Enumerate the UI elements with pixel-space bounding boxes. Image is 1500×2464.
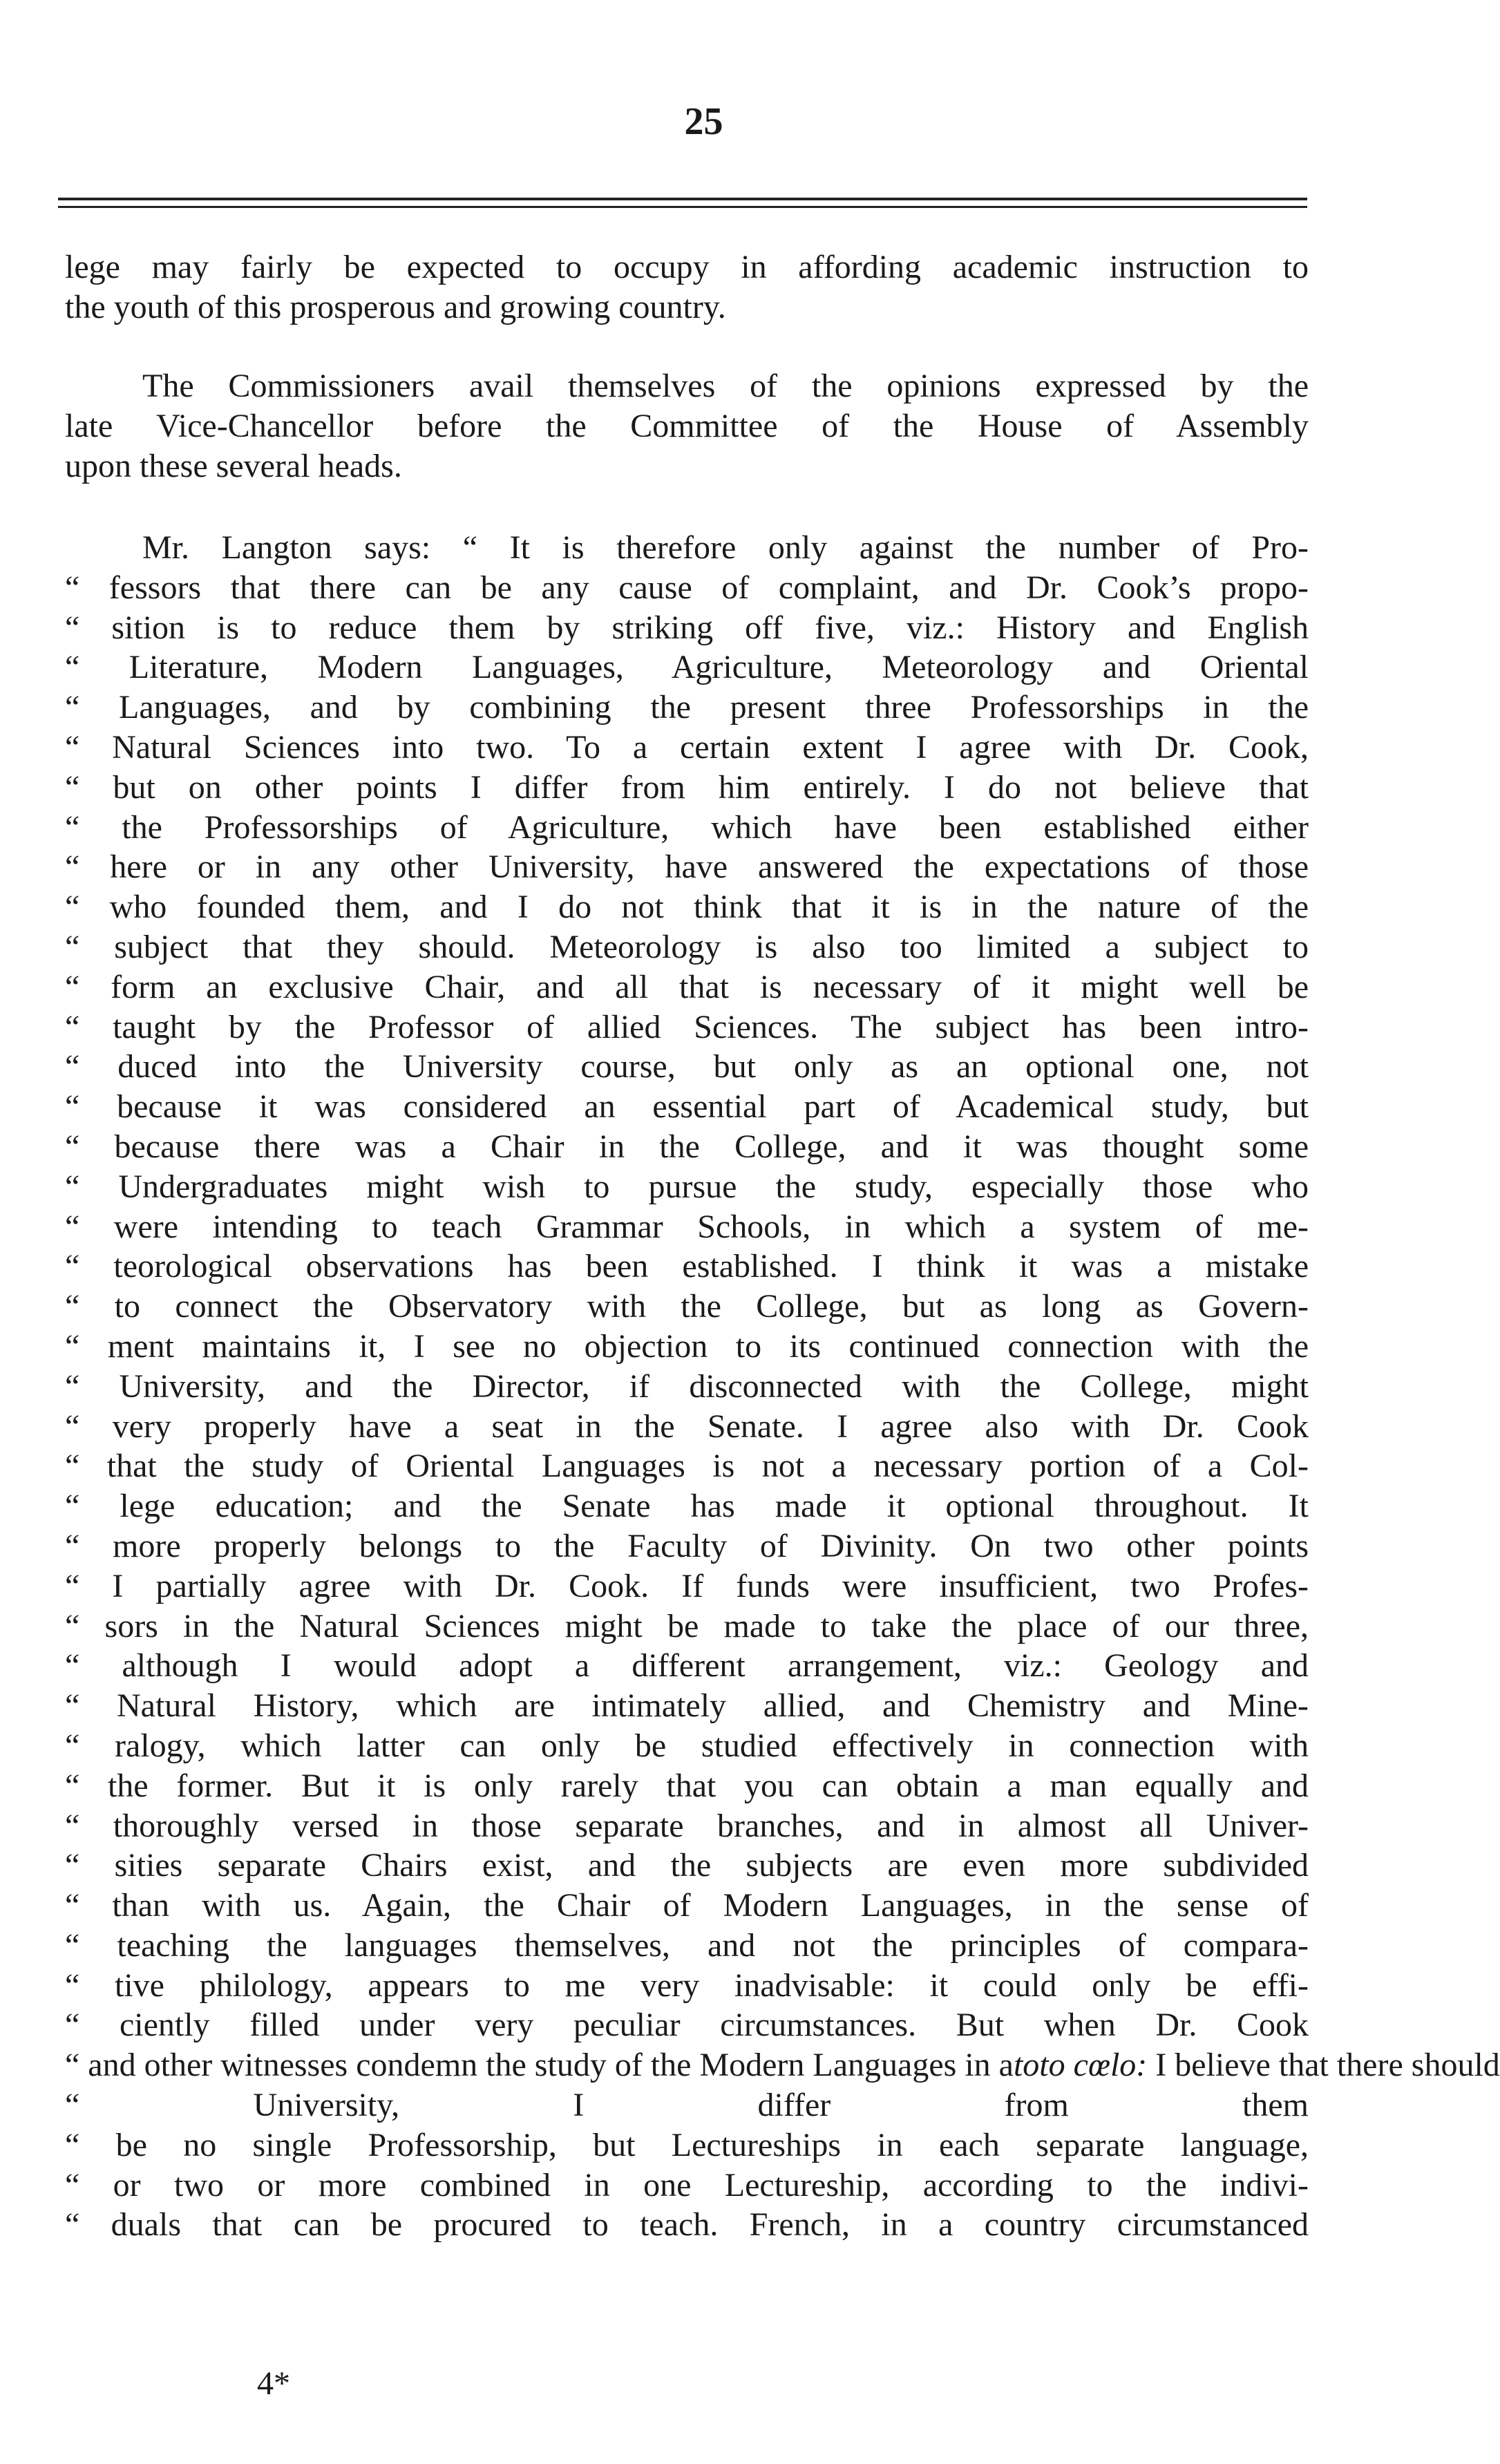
text-line: “ Natural History, which are intimately allied, and Chemistry and Mine-: [65, 1687, 1309, 1725]
text-line: “ University, and the Director, if disconnected with the College, might: [65, 1367, 1309, 1405]
paragraph-continuation: [65, 247, 1309, 328]
text-segment: I believe that there should: [1147, 2047, 1500, 2084]
text-line: “ who founded them, and I do not think that it is in the nature of the: [65, 889, 1309, 926]
text-line: “ sition is to reduce them by striking off five, viz.: History and English: [65, 609, 1309, 646]
text-line: “ Languages, and by combining the present three Professorships in the: [65, 689, 1309, 726]
text-line: “ ciently filled under very peculiar circumstances. But when Dr. Cook: [65, 2007, 1309, 2044]
text-line: “ Undergraduates might wish to pursue the study, especially those who: [65, 1168, 1309, 1205]
text-line: “ or two or more combined in one Lectureship, according to the indivi-: [65, 2166, 1309, 2204]
text-line: Mr. Langton says: “ It is therefore only against the number of Pro-: [142, 529, 1309, 566]
text-line: “ although I would adopt a different arrangement, viz.: Geology and: [65, 1647, 1309, 1685]
text-line: “ ment maintains it, I see no objection to its continued connection with the: [65, 1327, 1309, 1365]
text-line: “ to connect the Observatory with the College, but as long as Govern-: [65, 1288, 1309, 1325]
text-line: “ because it was considered an essential part of Academical study, but: [65, 1088, 1309, 1126]
text-line: “ Natural Sciences into two. To a certain extent I agree with Dr. Cook,: [65, 728, 1309, 766]
paragraph-langton-quote: [65, 528, 1500, 2245]
text-line: “ here or in any other University, have answered the expectations of those: [65, 849, 1309, 886]
text-line: “ taught by the Professor of allied Sciences. The subject has been intro-: [65, 1008, 1309, 1045]
text-line: “ thoroughly versed in those separate branches, and in almost all Univer-: [65, 1807, 1309, 1844]
text-line: “ University, I differ from them: [65, 2087, 1309, 2124]
signature-mark: 4*: [257, 2365, 290, 2402]
text-line: “ because there was a Chair in the College, and it was thought some: [65, 1128, 1309, 1165]
text-line-with-italic: [65, 2045, 1500, 2085]
text-line: “ duced into the University course, but only as an optional one, not: [65, 1048, 1309, 1086]
text-line: “ form an exclusive Chair, and all that is necessary of it might well be: [65, 968, 1309, 1005]
text-line: upon these several heads.: [65, 447, 402, 484]
text-line: the youth of this prosperous and growing country.: [65, 288, 726, 325]
text-segment: “ and other witnesses condemn the study of the Modern Languages in a: [65, 2047, 1014, 2084]
text-line: “ Literature, Modern Languages, Agriculture, Meteorology and Oriental: [65, 649, 1309, 686]
header-rule-top: [58, 198, 1307, 200]
text-line: lege may fairly be expected to occupy in affording academic instruction to: [65, 249, 1309, 285]
text-line: “ that the study of Oriental Languages is not a necessary portion of a Col-: [65, 1448, 1309, 1485]
text-line: “ fessors that there can be any cause of complaint, and Dr. Cook’s propo-: [65, 569, 1309, 606]
text-line: “ I partially agree with Dr. Cook. If funds were insufficient, two Profes-: [65, 1567, 1309, 1604]
header-rule-bottom: [58, 206, 1307, 208]
text-line: “ but on other points I differ from him entirely. I do not believe that: [65, 768, 1309, 806]
italic-phrase: toto cœlo:: [1013, 2047, 1148, 2084]
text-line: “ teaching the languages themselves, and not the principles of compara-: [65, 1926, 1309, 1964]
text-line: “ tive philology, appears to me very inadvisable: it could only be effi-: [65, 1967, 1309, 2004]
text-line: “ sors in the Natural Sciences might be made to take the place of our three,: [65, 1607, 1309, 1645]
text-line: “ duals that can be procured to teach. French, in a country circumstanced: [65, 2206, 1309, 2244]
text-line: “ more properly belongs to the Faculty of Divinity. On two other points: [65, 1527, 1309, 1564]
text-line: “ were intending to teach Grammar Schools, in which a system of me-: [65, 1208, 1309, 1245]
text-line: “ the Professorships of Agriculture, which have been established either: [65, 808, 1309, 846]
paragraph-commissioners: [65, 366, 1309, 486]
text-line: “ than with us. Again, the Chair of Modern Languages, in the sense of: [65, 1887, 1309, 1924]
page-number: 25: [684, 100, 723, 143]
text-line: “ lege education; and the Senate has made it optional throughout. It: [65, 1488, 1309, 1525]
text-line: “ the former. But it is only rarely that you can obtain a man equally and: [65, 1767, 1309, 1804]
text-line: late Vice-Chancellor before the Committee of the House of Assembly: [65, 407, 1309, 444]
text-line: “ subject that they should. Meteorology is also too limited a subject to: [65, 928, 1309, 965]
text-line: “ be no single Professorship, but Lectureships in each separate language,: [65, 2126, 1309, 2163]
text-line: “ sities separate Chairs exist, and the subjects are even more subdivided: [65, 1847, 1309, 1884]
text-line: “ very properly have a seat in the Senate. I agree also with Dr. Cook: [65, 1408, 1309, 1445]
text-line: “ teorological observations has been established. I think it was a mistake: [65, 1248, 1309, 1285]
text-line: “ ralogy, which latter can only be studied effectively in connection with: [65, 1727, 1309, 1764]
text-line: The Commissioners avail themselves of the opinions expressed by the: [142, 368, 1309, 404]
